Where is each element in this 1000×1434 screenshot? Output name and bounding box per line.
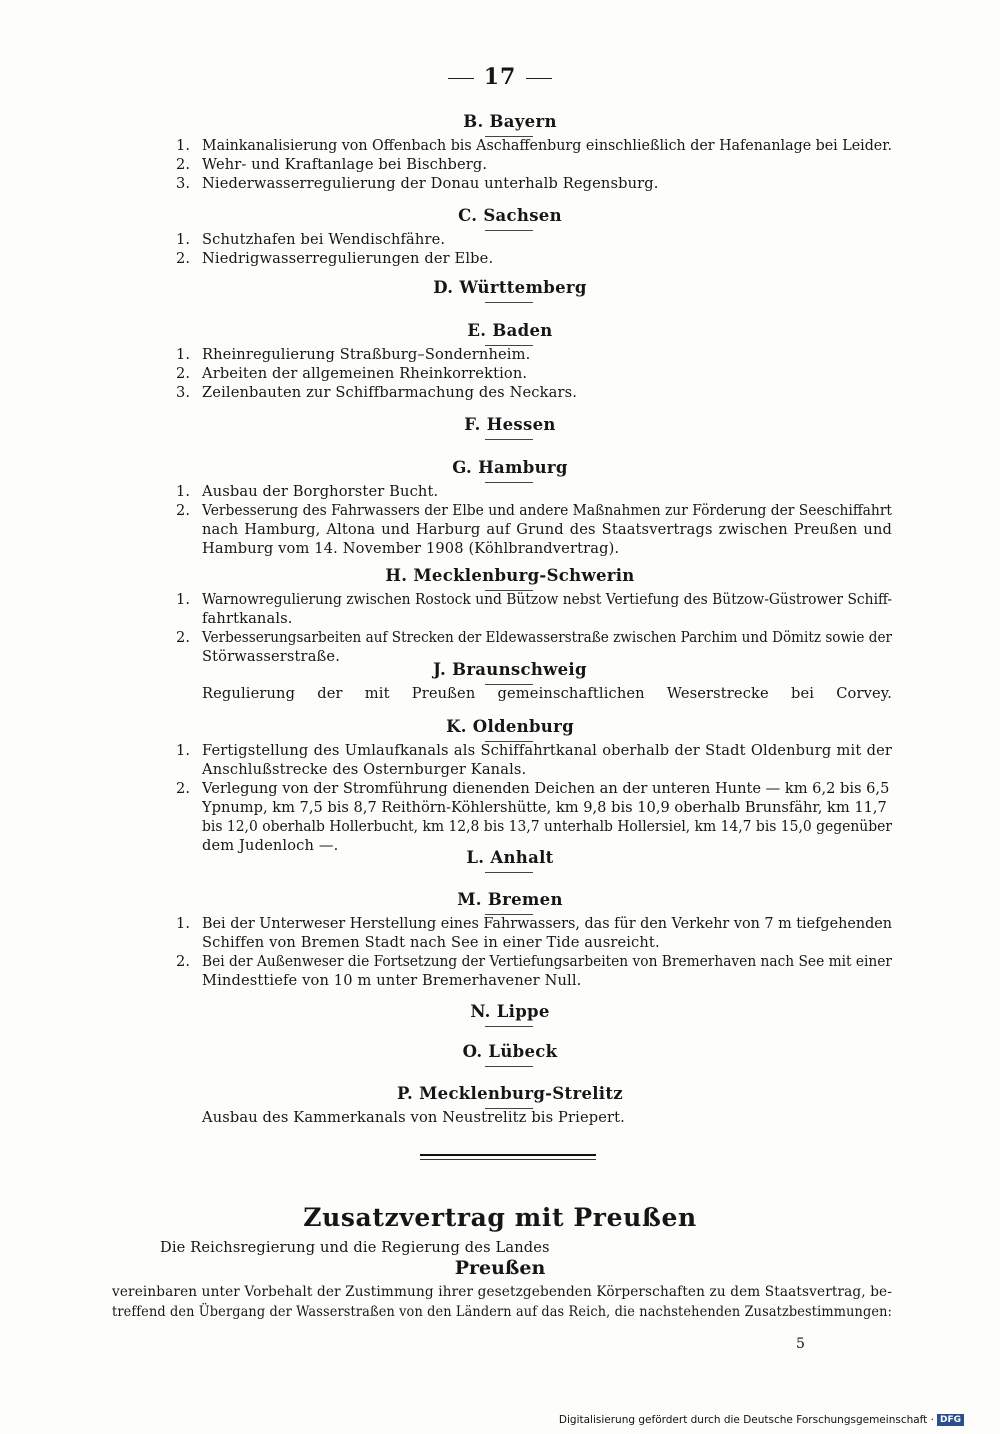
item-number: 1. bbox=[176, 483, 191, 500]
section-separator bbox=[485, 439, 533, 440]
section-heading-n: N. Lippe bbox=[470, 1002, 550, 1021]
item-text: Niedrigwasserregulierungen der Elbe. bbox=[202, 250, 494, 267]
closing-rule-thin bbox=[420, 1159, 596, 1160]
zusatz-title: Zusatzvertrag mit Preußen bbox=[303, 1203, 697, 1232]
item-number: 1. bbox=[176, 742, 191, 759]
section-heading-o: O. Lübeck bbox=[462, 1042, 558, 1061]
item-number: 1. bbox=[176, 915, 191, 932]
section-heading-k: K. Oldenburg bbox=[446, 717, 574, 736]
section-separator bbox=[485, 230, 533, 231]
item-text: Mainkanalisierung von Offenbach bis Aschaffenburg einschließlich der Hafenanlage bei Leider. bbox=[202, 137, 892, 154]
item-number: 3. bbox=[176, 384, 191, 401]
zusatz-line3: treffend den Übergang der Wasserstraßen von den Ländern auf das Reich, die nachstehenden Zusatzbestimmungen: bbox=[112, 1304, 892, 1320]
item-text: Arbeiten der allgemeinen Rheinkorrektion. bbox=[202, 365, 528, 382]
section-separator bbox=[485, 872, 533, 873]
item-number: 2. bbox=[176, 365, 191, 382]
section-separator bbox=[485, 1066, 533, 1067]
section-heading-l: L. Anhalt bbox=[466, 848, 554, 867]
item-text: Warnowregulierung zwischen Rostock und Bützow nebst Vertiefung des Bützow-Güstrower Schiff- bbox=[202, 591, 892, 608]
item-text: fahrtkanals. bbox=[202, 610, 293, 627]
item-text: dem Judenloch —. bbox=[202, 837, 339, 854]
section-heading-e: E. Baden bbox=[467, 321, 553, 340]
section-heading-p: P. Mecklenburg-Strelitz bbox=[397, 1084, 623, 1103]
item-text: Verlegung von der Stromführung dienenden Deichen an der unteren Hunte — km 6,2 bis 6,5 bbox=[202, 780, 890, 797]
section-heading-g: G. Hamburg bbox=[452, 458, 568, 477]
item-number: 1. bbox=[176, 591, 191, 608]
signature-number: 5 bbox=[796, 1336, 805, 1352]
closing-rule bbox=[420, 1154, 596, 1156]
item-text: Bei der Außenweser die Fortsetzung der Vertiefungsarbeiten von Bremerhaven nach See mit einer bbox=[202, 953, 892, 970]
item-text: Verbesserungsarbeiten auf Strecken der Eldewasserstraße zwischen Parchim und Dömitz sowie der bbox=[202, 629, 892, 646]
item-number: 2. bbox=[176, 629, 191, 646]
item-number: 1. bbox=[176, 346, 191, 363]
item-text: Anschlußstrecke des Osternburger Kanals. bbox=[202, 761, 527, 778]
section-heading-m: M. Bremen bbox=[457, 890, 563, 909]
section-heading-h: H. Mecklenburg-Schwerin bbox=[385, 566, 635, 585]
section-heading-d: D. Württemberg bbox=[433, 278, 587, 297]
item-text: Schiffen von Bremen Stadt nach See in einer Tide ausreicht. bbox=[202, 934, 660, 951]
item-text: Bei der Unterweser Herstellung eines Fahrwassers, das für den Verkehr von 7 m tiefgehenden bbox=[202, 915, 892, 932]
section-separator bbox=[485, 302, 533, 303]
item-text: Störwasserstraße. bbox=[202, 648, 341, 665]
item-text: Niederwasserregulierung der Donau unterhalb Regensburg. bbox=[202, 175, 659, 192]
item-number: 2. bbox=[176, 780, 191, 797]
item-text: Zeilenbauten zur Schiffbarmachung des Neckars. bbox=[202, 384, 578, 401]
item-text: Verbesserung des Fahrwassers der Elbe und andere Maßnahmen zur Förderung der Seeschiffahrt bbox=[202, 502, 892, 519]
item-text: Schutzhafen bei Wendischfähre. bbox=[202, 231, 446, 248]
section-heading-b: B. Bayern bbox=[463, 112, 557, 131]
item-text: Mindesttiefe von 10 m unter Bremerhavener Null. bbox=[202, 972, 582, 989]
item-text: Ausbau des Kammerkanals von Neustrelitz bis Priepert. bbox=[202, 1109, 625, 1126]
item-number: 3. bbox=[176, 175, 191, 192]
item-text: Regulierung der mit Preußen gemeinschaftlichen Weserstrecke bei Corvey. bbox=[202, 685, 892, 702]
item-text: Hamburg vom 14. November 1908 (Köhlbrandvertrag). bbox=[202, 540, 620, 557]
dfg-logo: DFG bbox=[937, 1414, 964, 1426]
item-text: bis 12,0 oberhalb Hollerbucht, km 12,8 bis 13,7 unterhalb Hollersiel, km 14,7 bis 15,0 gegenüber bbox=[202, 818, 892, 835]
item-number: 1. bbox=[176, 231, 191, 248]
footer-text: Digitalisierung gefördert durch die Deutsche Forschungsgemeinschaft · bbox=[558, 1414, 934, 1426]
item-text: Fertigstellung des Umlaufkanals als Schiffahrtkanal oberhalb der Stadt Oldenburg mit der bbox=[202, 742, 892, 759]
section-separator bbox=[485, 1026, 533, 1027]
section-separator bbox=[485, 482, 533, 483]
item-text: nach Hamburg, Altona und Harburg auf Grund des Staatsvertrags zwischen Preußen und bbox=[202, 521, 892, 538]
item-text: Ypnump, km 7,5 bis 8,7 Reithörn-Köhlershütte, km 9,8 bis 10,9 oberhalb Brunsfähr, km 11,7 bbox=[202, 799, 887, 816]
zusatz-land: Preußen bbox=[454, 1257, 546, 1279]
item-number: 2. bbox=[176, 156, 191, 173]
dfg-footer bbox=[559, 1414, 964, 1426]
zusatz-line1: Die Reichsregierung und die Regierung des Landes bbox=[160, 1239, 550, 1256]
page-number: 17 bbox=[0, 64, 1000, 90]
section-heading-f: F. Hessen bbox=[464, 415, 556, 434]
item-text: Ausbau der Borghorster Bucht. bbox=[202, 483, 439, 500]
item-number: 2. bbox=[176, 953, 191, 970]
item-text: Rheinregulierung Straßburg–Sondernheim. bbox=[202, 346, 531, 363]
item-number: 1. bbox=[176, 137, 191, 154]
item-text: Wehr- und Kraftanlage bei Bischberg. bbox=[202, 156, 488, 173]
zusatz-line2: vereinbaren unter Vorbehalt der Zustimmung ihrer gesetzgebenden Körperschaften zu dem Staatsvertrag, be- bbox=[112, 1284, 892, 1300]
section-heading-c: C. Sachsen bbox=[458, 206, 562, 225]
item-number: 2. bbox=[176, 502, 191, 519]
section-heading-j: J. Braunschweig bbox=[433, 660, 587, 679]
item-number: 2. bbox=[176, 250, 191, 267]
